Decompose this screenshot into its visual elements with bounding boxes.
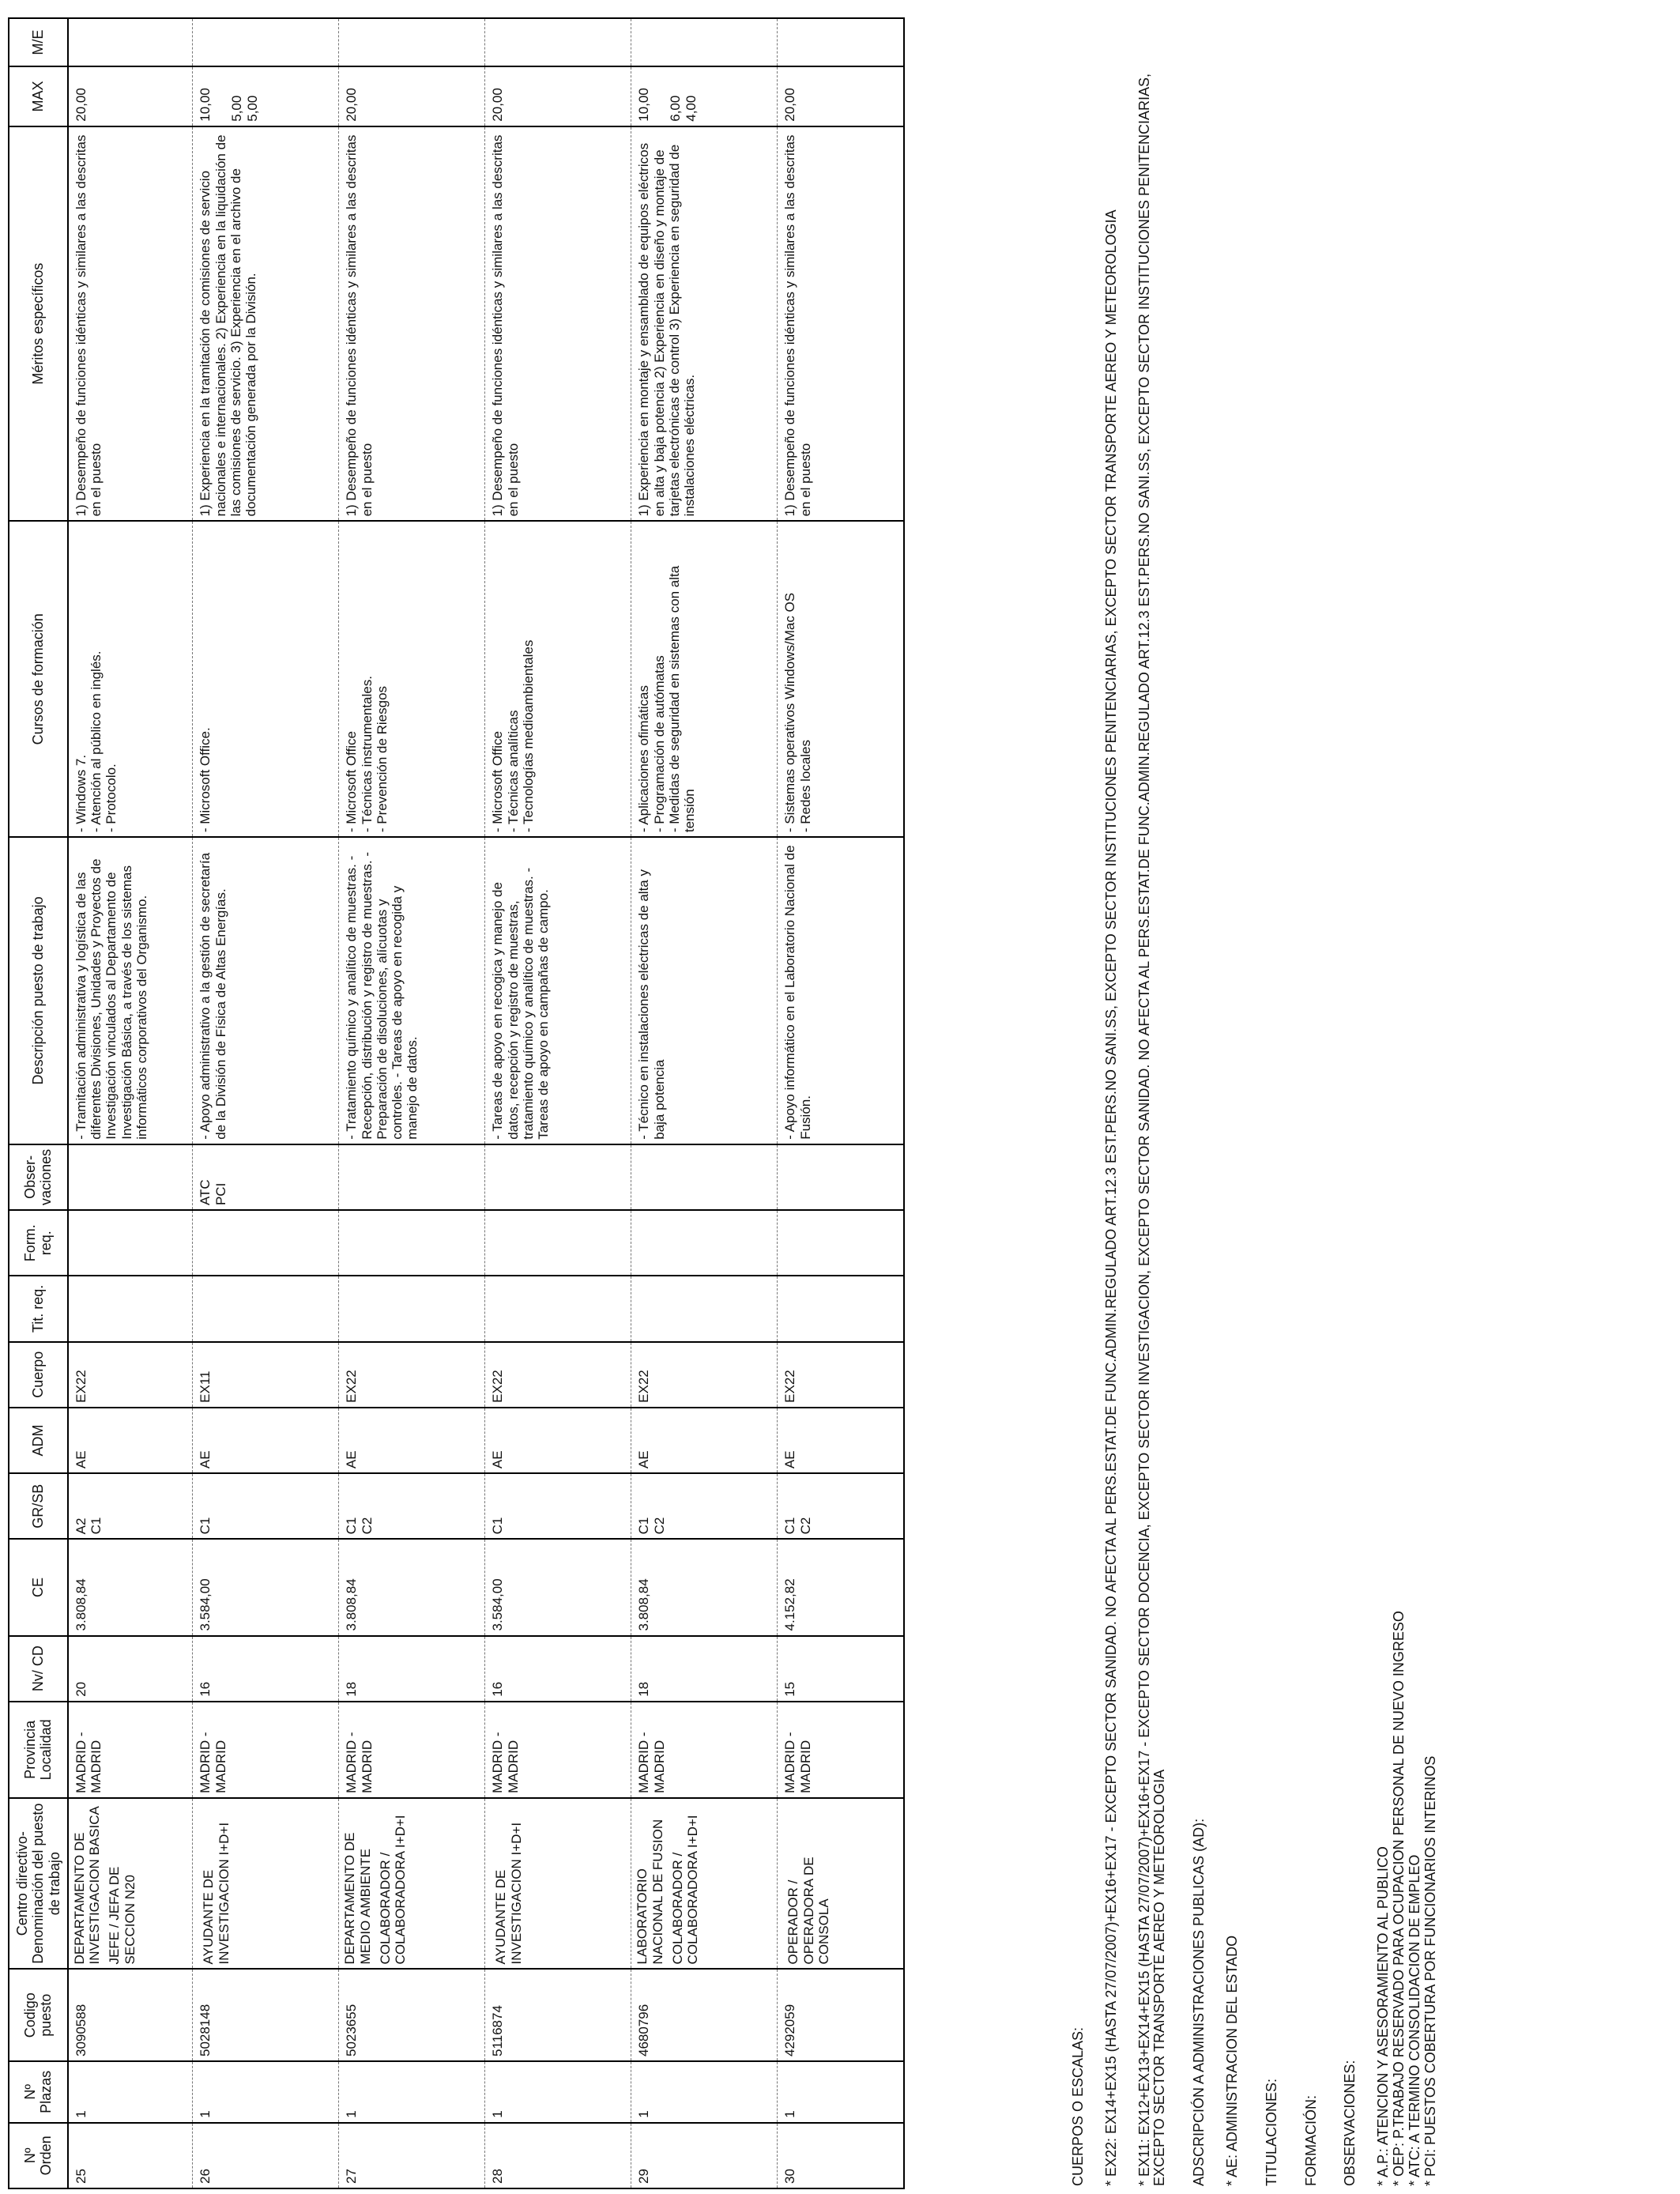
curso-line: - Prevención de Riesgos bbox=[374, 685, 390, 833]
header-nivel: Nv/ CD bbox=[9, 1636, 68, 1702]
curso-line: - Programación de autómatas bbox=[651, 655, 667, 833]
cell-cuerpo: EX22 bbox=[778, 1342, 904, 1408]
cell-me bbox=[339, 18, 485, 66]
header-cursos: Cursos de formación bbox=[9, 521, 68, 837]
max-line bbox=[213, 71, 229, 122]
cell-plazas: 1 bbox=[193, 2061, 339, 2123]
grsb-line: C2 bbox=[651, 1517, 667, 1535]
cell-provincia: MADRID - MADRID bbox=[68, 1702, 193, 1798]
cell-cursos bbox=[778, 521, 904, 837]
adscripcion-title: ADSCRIPCIÓN A ADMINISTRACIONES PUBLICAS (AD): bbox=[1191, 1818, 1207, 2186]
cell-obs bbox=[778, 1144, 904, 1210]
cell-nivel: 20 bbox=[68, 1636, 193, 1702]
cell-codigo: 5028148 bbox=[193, 1969, 339, 2061]
cell-grsb bbox=[339, 1473, 485, 1539]
cell-cursos bbox=[339, 521, 485, 837]
cell-orden: 25 bbox=[68, 2123, 193, 2188]
grsb-line: C1 bbox=[89, 1517, 104, 1535]
cell-me bbox=[485, 18, 631, 66]
cell-cuerpo: EX22 bbox=[485, 1342, 631, 1408]
cell-grsb bbox=[778, 1473, 904, 1539]
cell-desc: - Técnico en instalaciones eléctricas de alta y baja potencia bbox=[631, 837, 778, 1144]
cell-form bbox=[485, 1210, 631, 1276]
header-row bbox=[9, 18, 68, 2188]
max-line: 20,00 bbox=[73, 88, 89, 122]
cell-meritos: 1) Experiencia en la tramitación de comisiones de servicio nacionales e internacionales. 2) Experiencia en la liquidación de las comisiones de servicio. 3) Experiencia en el archivo de documentación generada por la División. bbox=[193, 126, 339, 522]
grsb-line: C1 bbox=[490, 1517, 506, 1535]
cell-centro bbox=[778, 1798, 904, 1970]
cell-grsb bbox=[631, 1473, 778, 1539]
header-codigo: Codigo puesto bbox=[9, 1969, 68, 2061]
cell-cuerpo: EX11 bbox=[193, 1342, 339, 1408]
cell-desc: - Tareas de apoyo en recogica y manejo de datos, recepción y registro de muestras, tratamiento químico y analítico de muestras. - Tareas de apoyo en campañas de campo. bbox=[485, 837, 631, 1144]
obs-line: ATC bbox=[198, 1179, 213, 1206]
max-line bbox=[391, 71, 407, 122]
obs-legend-line: * ATC: A TERMINO CONSOLIDACION DE EMPLEO bbox=[1406, 1854, 1422, 2186]
header-form: Form. req. bbox=[9, 1210, 68, 1276]
max-line bbox=[375, 71, 391, 122]
curso-line: - Técnicas instrumentales. bbox=[359, 676, 375, 833]
cell-max bbox=[631, 66, 778, 126]
cell-meritos: 1) Desempeño de funciones idénticas y similares a las descritas en el puesto bbox=[68, 126, 193, 522]
max-line: 5,00 bbox=[229, 95, 245, 122]
header-tit: Tit. req. bbox=[9, 1276, 68, 1341]
grsb-line: C2 bbox=[359, 1517, 375, 1535]
cell-ce: 3.808,84 bbox=[68, 1539, 193, 1635]
cell-adm: AE bbox=[68, 1408, 193, 1473]
grsb-line: C1 bbox=[636, 1517, 652, 1535]
cell-meritos: 1) Desempeño de funciones idénticas y similares a las descritas en el puesto bbox=[778, 126, 904, 522]
cell-cursos bbox=[193, 521, 339, 837]
cell-grsb bbox=[485, 1473, 631, 1539]
ae-note: * AE: ADMINISTRACION DEL ESTADO bbox=[1223, 1935, 1240, 2186]
header-cuerpo: Cuerpo bbox=[9, 1342, 68, 1408]
department-heading: DEPARTAMENTO DE INVESTIGACION BASICA bbox=[71, 1806, 103, 1965]
cell-grsb bbox=[68, 1473, 193, 1539]
position-name: AYUDANTE DE INVESTIGACION I+D+I bbox=[201, 1822, 232, 1965]
max-line bbox=[814, 71, 830, 122]
cell-max bbox=[68, 66, 193, 126]
cell-obs bbox=[68, 1144, 193, 1210]
cell-obs bbox=[485, 1144, 631, 1210]
cell-codigo: 4292059 bbox=[778, 1969, 904, 2061]
cell-me bbox=[193, 18, 339, 66]
ex22-note: * EX22: EX14+EX15 (HASTA 27/07/2007)+EX16+EX17 - EXCEPTO SECTOR SANIDAD. NO AFECTA AL PERS.ESTAT.DE FUNC.ADMIN.REGULADO ART.12.3 EST.PERS.NO SANI.SS, EXCEPTO SECTOR INSTITUCIONES PENITENCIARIAS, EXCEPTO SECTOR TRANSPORTE AEREO Y METEOROLOGIA bbox=[1102, 209, 1119, 2186]
cell-codigo: 5116874 bbox=[485, 1969, 631, 2061]
cell-meritos: 1) Experiencia en montaje y ensamblado de equipos eléctricos en alta y baja potencia 2) Experiencia en diseño y montaje de tarjetas electrónicas de control 3) Experiencia en seguridad de instalaciones eléctricas. bbox=[631, 126, 778, 522]
grsb-line: C1 bbox=[198, 1517, 213, 1535]
cell-form bbox=[193, 1210, 339, 1276]
max-line: 10,00 bbox=[198, 88, 213, 122]
curso-line: - Microsoft Office. bbox=[198, 727, 213, 833]
cell-meritos: 1) Desempeño de funciones idénticas y similares a las descritas en el puesto bbox=[339, 126, 485, 522]
position-name: COLABORADOR / COLABORADORA I+D+I bbox=[669, 1815, 701, 1965]
header-plazas: Nº Plazas bbox=[9, 2061, 68, 2123]
cell-ce: 4.152,82 bbox=[778, 1539, 904, 1635]
cell-cuerpo: EX22 bbox=[68, 1342, 193, 1408]
table-row bbox=[339, 18, 485, 2188]
cell-tit bbox=[193, 1276, 339, 1341]
curso-line: - Microsoft Office bbox=[344, 731, 360, 833]
cell-nivel: 15 bbox=[778, 1636, 904, 1702]
cell-form bbox=[339, 1210, 485, 1276]
header-provincia: Provincia Localidad bbox=[9, 1702, 68, 1798]
cell-ce: 3.808,84 bbox=[631, 1539, 778, 1635]
table-row bbox=[631, 18, 778, 2188]
cell-centro bbox=[339, 1798, 485, 1970]
header-adm: ADM bbox=[9, 1408, 68, 1473]
grsb-line: C2 bbox=[797, 1517, 813, 1535]
max-line bbox=[89, 71, 105, 122]
header-centro: Centro directivo- Denominación del puesto de trabajo bbox=[9, 1798, 68, 1970]
cell-provincia: MADRID - MADRID bbox=[778, 1702, 904, 1798]
position-name: OPERADOR / OPERADORA DE CONSOLA bbox=[785, 1857, 831, 1965]
max-line: 20,00 bbox=[344, 88, 360, 122]
curso-line: - Aplicaciones ofimáticas bbox=[636, 685, 652, 833]
cell-max bbox=[193, 66, 339, 126]
max-line bbox=[121, 71, 137, 122]
cell-me bbox=[68, 18, 193, 66]
cell-tit bbox=[631, 1276, 778, 1341]
ex11-note: * EX11: EX12+EX13+EX14+EX15 (HASTA 27/07/2007)+EX16+EX17 - EXCEPTO SECTOR DOCENCIA, EXCEPTO SECTOR INVESTIGACION, EXCEPTO SECTOR SANIDAD. NO AFECTA AL PERS.ESTAT.DE FUNC.ADMIN.REGULADO ART.12.3 EST.PERS.NO SANI.SS, EXCEPTO SECTOR INSTITUCIONES PENITENCIARIAS, EXCEPTO SECTOR TRANSPORTE AEREO Y METEOROLOGIA bbox=[1136, 73, 1168, 2186]
cell-meritos: 1) Desempeño de funciones idénticas y similares a las descritas en el puesto bbox=[485, 126, 631, 522]
cell-centro bbox=[631, 1798, 778, 1970]
position-name: COLABORADOR / COLABORADORA I+D+I bbox=[377, 1815, 409, 1965]
cuerpos-title: CUERPOS O ESCALAS: bbox=[1070, 2026, 1086, 2186]
titulaciones-title: TITULACIONES: bbox=[1263, 2078, 1279, 2186]
header-grsb: GR/SB bbox=[9, 1473, 68, 1539]
cell-adm: AE bbox=[339, 1408, 485, 1473]
grsb-line: C1 bbox=[344, 1517, 360, 1535]
curso-line: - Redes locales bbox=[797, 739, 813, 833]
cell-adm: AE bbox=[778, 1408, 904, 1473]
obs-line: PCI bbox=[213, 1182, 228, 1206]
cell-me bbox=[631, 18, 778, 66]
cell-me bbox=[778, 18, 904, 66]
max-line: 4,00 bbox=[684, 95, 699, 122]
max-line bbox=[360, 71, 375, 122]
cell-desc: - Tratamiento químico y analítico de muestras. - Recepción, distribución y registro de muestras. - Preparación de disoluciones, alícuotas y controles. - Tareas de apoyo en recogida y manejo de datos. bbox=[339, 837, 485, 1144]
max-line bbox=[798, 71, 814, 122]
cell-cuerpo: EX22 bbox=[631, 1342, 778, 1408]
cell-orden: 28 bbox=[485, 2123, 631, 2188]
cell-centro bbox=[193, 1798, 339, 1970]
cell-form bbox=[68, 1210, 193, 1276]
max-line: 20,00 bbox=[490, 88, 506, 122]
header-me: M/E bbox=[9, 18, 68, 66]
cell-cuerpo: EX22 bbox=[339, 1342, 485, 1408]
max-line bbox=[830, 71, 846, 122]
cell-codigo: 4680796 bbox=[631, 1969, 778, 2061]
obs-legend-line: * OEP: P.TRABAJO RESERVADO PARA OCUPACION PERSONAL DE NUEVO INGRESO bbox=[1390, 1611, 1407, 2186]
cell-nivel: 16 bbox=[485, 1636, 631, 1702]
cell-ce: 3.808,84 bbox=[339, 1539, 485, 1635]
curso-line: - Tecnologías medioambientales bbox=[520, 639, 536, 833]
cell-grsb bbox=[193, 1473, 339, 1539]
cell-max bbox=[339, 66, 485, 126]
cell-cursos bbox=[485, 521, 631, 837]
cell-tit bbox=[485, 1276, 631, 1341]
max-line bbox=[105, 71, 121, 122]
cell-desc: - Tramitación administrativa y logística de las diferentes Divisiones, Unidades y Proyectos de Investigación vinculados al Departamento de Investigación Básica, a través de los sistemas informáticos corporativos del Organismo. bbox=[68, 837, 193, 1144]
max-line: 5,00 bbox=[245, 95, 261, 122]
cell-plazas: 1 bbox=[68, 2061, 193, 2123]
max-line: 10,00 bbox=[636, 88, 652, 122]
cell-nivel: 18 bbox=[339, 1636, 485, 1702]
max-line bbox=[522, 71, 537, 122]
curso-line: - Protocolo. bbox=[104, 763, 119, 833]
max-line bbox=[652, 71, 668, 122]
max-line: 20,00 bbox=[782, 88, 798, 122]
cell-form bbox=[778, 1210, 904, 1276]
cell-orden: 29 bbox=[631, 2123, 778, 2188]
table-row bbox=[778, 18, 904, 2188]
curso-line: - Windows 7. bbox=[73, 754, 89, 833]
table-row bbox=[68, 18, 193, 2188]
cell-centro bbox=[68, 1798, 193, 1970]
cell-obs bbox=[193, 1144, 339, 1210]
header-max: MAX bbox=[9, 66, 68, 126]
cell-tit bbox=[68, 1276, 193, 1341]
header-orden: Nº Orden bbox=[9, 2123, 68, 2188]
cell-ce: 3.584,00 bbox=[485, 1539, 631, 1635]
cell-plazas: 1 bbox=[339, 2061, 485, 2123]
legend-footer bbox=[1071, 21, 1438, 2186]
curso-line: - Atención al público en inglés. bbox=[89, 650, 104, 833]
cell-provincia: MADRID - MADRID bbox=[339, 1702, 485, 1798]
cell-obs bbox=[631, 1144, 778, 1210]
department-heading: LABORATORIO NACIONAL DE FUSION bbox=[635, 1819, 665, 1965]
cell-max bbox=[778, 66, 904, 126]
grsb-line: A2 bbox=[73, 1517, 89, 1535]
cell-desc: - Apoyo administrativo a la gestión de secretaría de la División de Física de Altas Energías. bbox=[193, 837, 339, 1144]
cell-obs bbox=[339, 1144, 485, 1210]
position-name: AYUDANTE DE INVESTIGACION I+D+I bbox=[493, 1822, 524, 1965]
curso-line: - Sistemas operativos Windows/Mac OS bbox=[782, 592, 798, 833]
cell-form bbox=[631, 1210, 778, 1276]
cell-plazas: 1 bbox=[778, 2061, 904, 2123]
grsb-line: C1 bbox=[782, 1517, 798, 1535]
department-heading: DEPARTAMENTO DE MEDIO AMBIENTE bbox=[342, 1832, 373, 1965]
cell-codigo: 3090588 bbox=[68, 1969, 193, 2061]
cell-provincia: MADRID - MADRID bbox=[193, 1702, 339, 1798]
cell-nivel: 18 bbox=[631, 1636, 778, 1702]
cell-desc: - Apoyo informático en el Laboratorio Nacional de Fusión. bbox=[778, 837, 904, 1144]
cell-adm: AE bbox=[193, 1408, 339, 1473]
header-meritos: Méritos específicos bbox=[9, 126, 68, 522]
header-desc: Descripción puesto de trabajo bbox=[9, 837, 68, 1144]
max-line bbox=[506, 71, 522, 122]
table-row bbox=[485, 18, 631, 2188]
observaciones-title: OBSERVACIONES: bbox=[1342, 2060, 1358, 2186]
header-ce: CE bbox=[9, 1539, 68, 1635]
cell-tit bbox=[339, 1276, 485, 1341]
curso-line: - Medidas de seguridad en sistemas con alta tensión bbox=[666, 565, 698, 833]
cell-orden: 30 bbox=[778, 2123, 904, 2188]
positions-table bbox=[8, 17, 905, 2189]
max-line: 6,00 bbox=[668, 95, 684, 122]
formacion-title: FORMACIÓN: bbox=[1302, 2095, 1319, 2186]
obs-legend-line: * A.P.: ATENCION Y ASESORAMIENTO AL PUBLICO bbox=[1375, 1846, 1392, 2186]
cell-max bbox=[485, 66, 631, 126]
cell-adm: AE bbox=[631, 1408, 778, 1473]
cell-centro bbox=[485, 1798, 631, 1970]
max-line bbox=[537, 71, 553, 122]
cell-orden: 26 bbox=[193, 2123, 339, 2188]
cell-adm: AE bbox=[485, 1408, 631, 1473]
cell-codigo: 5023655 bbox=[339, 1969, 485, 2061]
cell-tit bbox=[778, 1276, 904, 1341]
cell-provincia: MADRID - MADRID bbox=[631, 1702, 778, 1798]
cell-nivel: 16 bbox=[193, 1636, 339, 1702]
table-row bbox=[193, 18, 339, 2188]
cell-ce: 3.584,00 bbox=[193, 1539, 339, 1635]
position-name: JEFE / JEFA DE SECCION N20 bbox=[107, 1866, 137, 1965]
obs-legend-line: * PCI: PUESTOS COBERTURA POR FUNCIONARIOS INTERINOS bbox=[1422, 1755, 1438, 2186]
cell-provincia: MADRID - MADRID bbox=[485, 1702, 631, 1798]
cell-cursos bbox=[631, 521, 778, 837]
header-obs: Obser-vaciones bbox=[9, 1144, 68, 1210]
cell-plazas: 1 bbox=[485, 2061, 631, 2123]
curso-line: - Microsoft Office bbox=[490, 731, 506, 833]
curso-line: - Técnicas analíticas bbox=[505, 710, 521, 833]
cell-cursos bbox=[68, 521, 193, 837]
cell-plazas: 1 bbox=[631, 2061, 778, 2123]
cell-orden: 27 bbox=[339, 2123, 485, 2188]
